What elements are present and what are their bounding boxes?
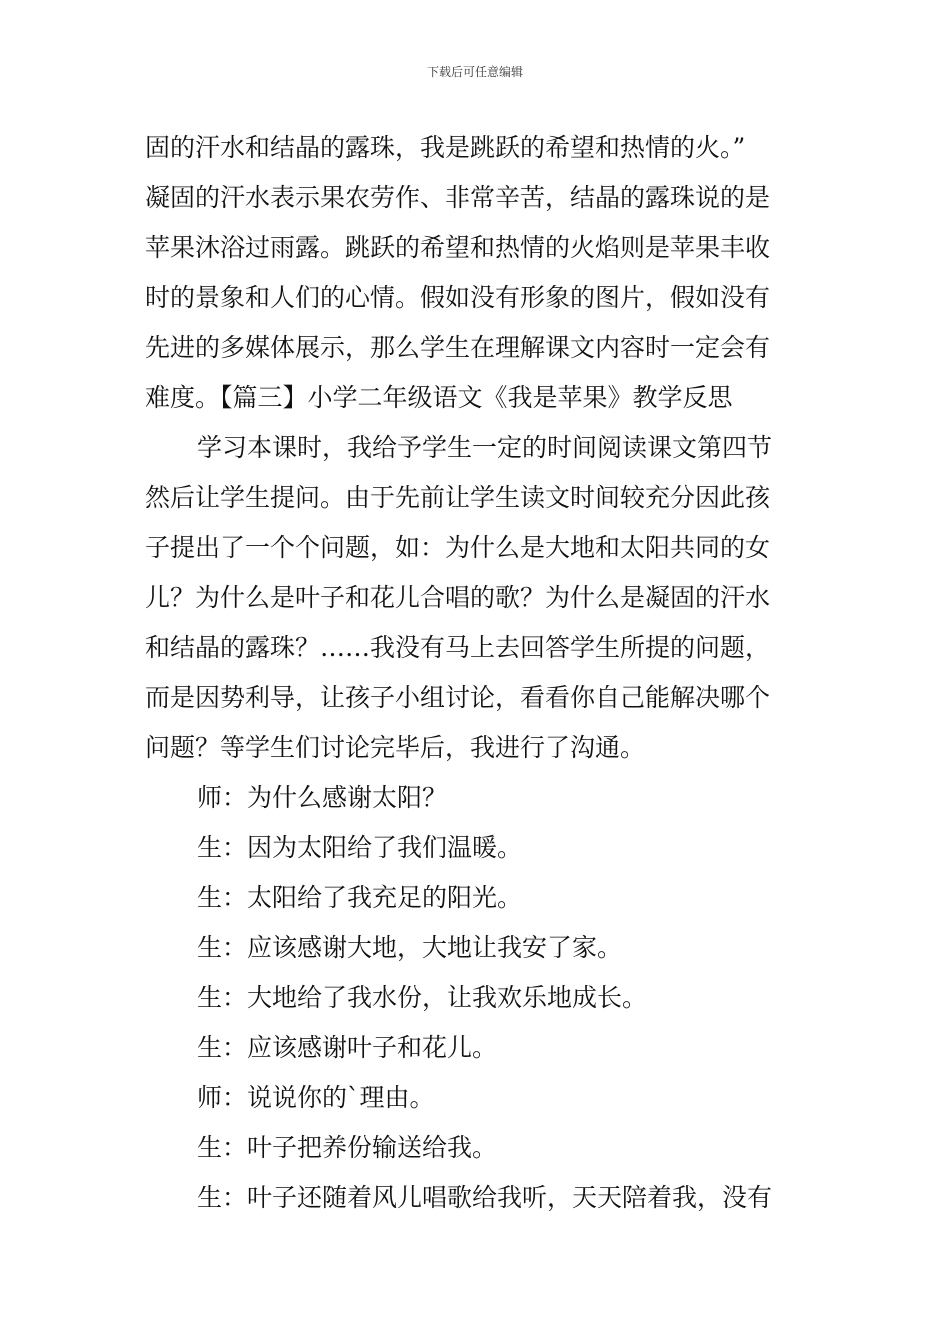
- text-line: 苹果沐浴过雨露。跳跃的希望和热情的火焰则是苹果丰收: [145, 233, 771, 262]
- dialogue-line: 师：为什么感谢太阳？: [197, 783, 448, 812]
- text-line: 儿？为什么是叶子和花儿合唱的歌？为什么是凝固的汗水: [145, 583, 771, 612]
- text-line: 凝固的汗水表示果农劳作、非常辛苦，结晶的露珠说的是: [145, 183, 771, 212]
- page-header: 下载后可任意编辑: [426, 65, 523, 79]
- paragraph-start-line: 学习本课时，我给予学生一定的时间阅读课文第四节: [197, 433, 773, 462]
- dialogue-line: 生：叶子还随着风儿唱歌给我听，天天陪着我，没有: [197, 1183, 773, 1212]
- dialogue-line: 师：说说你的`理由。: [197, 1083, 435, 1112]
- text-line: 先进的多媒体展示，那么学生在理解课文内容时一定会有: [145, 333, 771, 362]
- dialogue-line: 生：叶子把养份输送给我。: [197, 1133, 498, 1162]
- text-line: 固的汗水和结晶的露珠，我是跳跃的希望和热情的火。”: [145, 133, 746, 162]
- dialogue-line: 生：应该感谢叶子和花儿。: [197, 1033, 498, 1062]
- dialogue-line: 生：应该感谢大地，大地让我安了家。: [197, 933, 623, 962]
- text-line: 子提出了一个个问题，如：为什么是大地和太阳共同的女: [145, 533, 771, 562]
- dialogue-line: 生：因为太阳给了我们温暖。: [197, 833, 523, 862]
- text-line: 问题？等学生们讨论完毕后，我进行了沟通。: [145, 733, 646, 762]
- dialogue-line: 生：大地给了我水份，让我欢乐地成长。: [197, 983, 648, 1012]
- text-line: 和结晶的露珠？……我没有马上去回答学生所提的问题，: [145, 633, 771, 662]
- section-heading-line: 难度。【篇三】小学二年级语文《我是苹果》教学反思: [145, 383, 733, 412]
- text-line: 时的景象和人们的心情。假如没有形象的图片，假如没有: [145, 283, 771, 312]
- document-body: [145, 123, 805, 1223]
- text-line: 而是因势利导，让孩子小组讨论，看看你自己能解决哪个: [145, 683, 771, 712]
- dialogue-line: 生：太阳给了我充足的阳光。: [197, 883, 523, 912]
- text-line: 然后让学生提问。由于先前让学生读文时间较充分因此孩: [145, 483, 771, 512]
